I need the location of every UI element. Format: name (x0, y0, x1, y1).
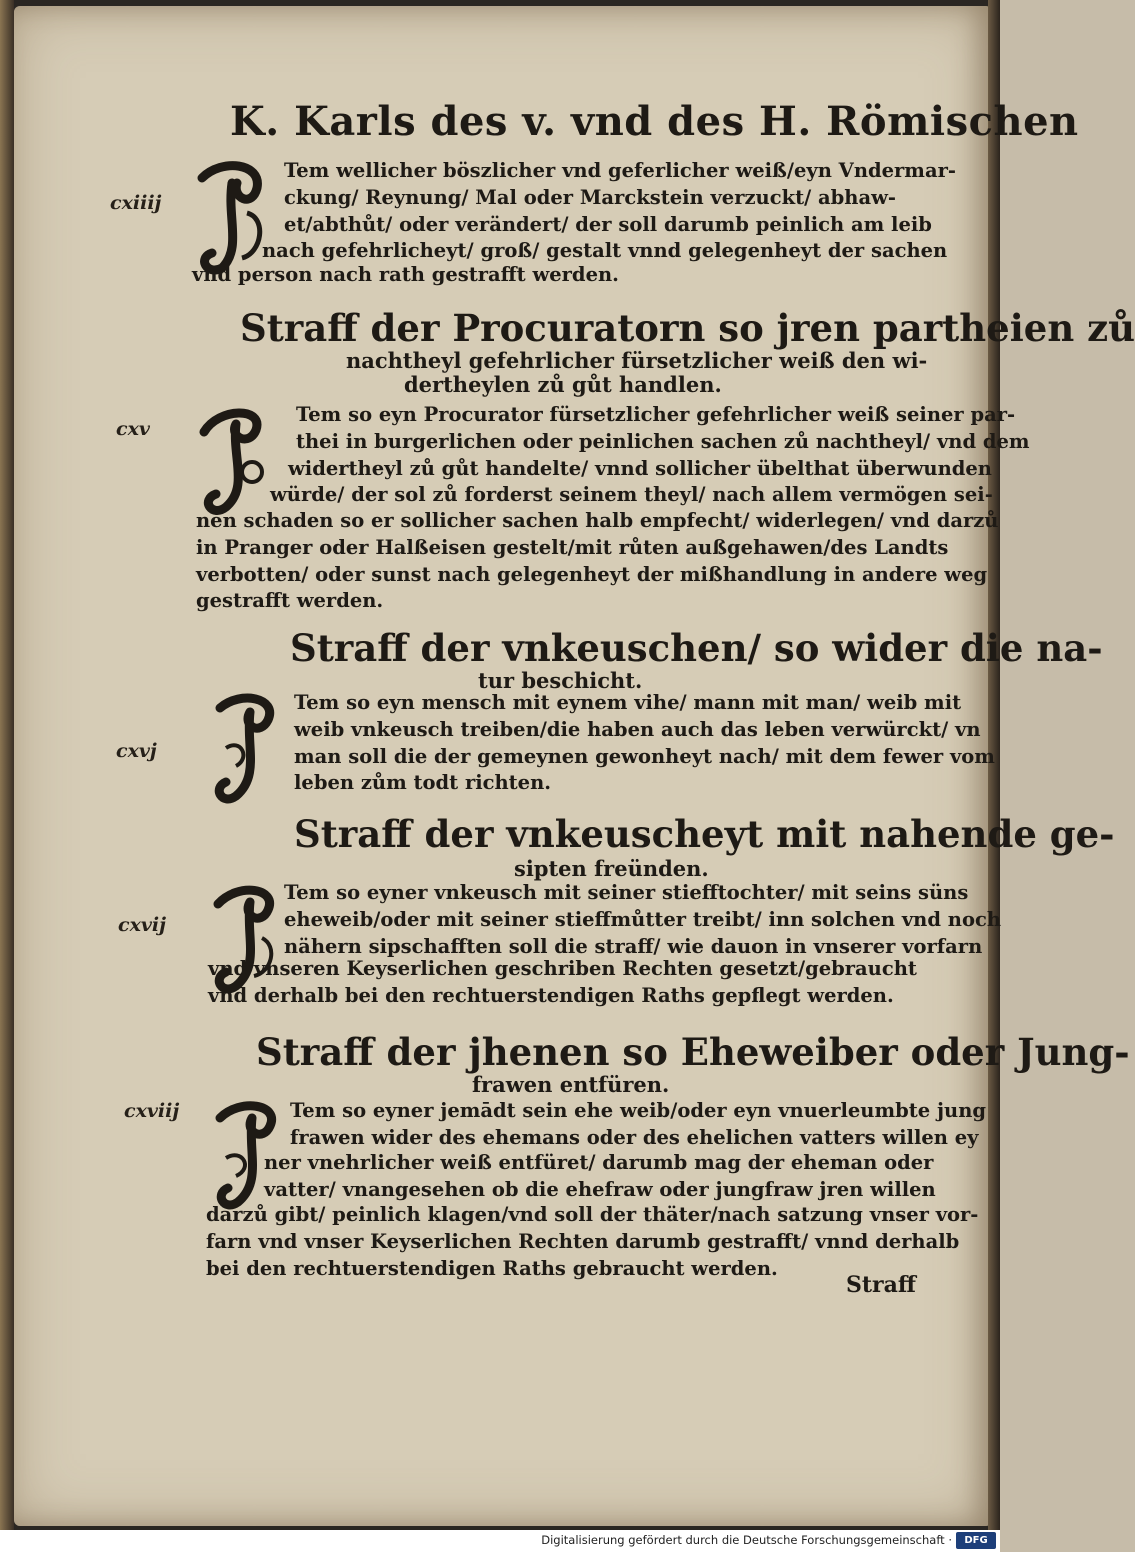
section-subtitle: frawen entfüren. (472, 1072, 670, 1097)
text-line: vnd derhalb bei den rechtuerstendigen Raths gepflegt werden. (208, 983, 894, 1007)
section-title: Straff der vnkeuscheyt mit nahende ge- (294, 812, 1115, 856)
text-line: Tem so eyn mensch mit eynem vihe/ mann mit man/ weib mit (294, 691, 962, 714)
section-title: Straff der jhenen so Eheweiber oder Jung- (256, 1030, 1130, 1074)
text-line: bei den rechtuerstendigen Raths gebraucht werden. (206, 1256, 778, 1280)
footer-bar (0, 1530, 1000, 1552)
text-line: ckung/ Reynung/ Mal oder Marckstein verzuckt/ abhaw- (284, 185, 897, 209)
section-title: Straff der Procuratorn so jren partheien zů (240, 306, 1135, 350)
text-line: nach gefehrlicheyt/ groß/ gestalt vnnd gelegenheyt der sachen (262, 239, 948, 262)
paragraph-block (296, 402, 1030, 456)
text-line: farn vnd vnser Keyserlichen Rechten darumb gestrafft/ vnnd derhalb (206, 1229, 960, 1253)
running-head: K. Karls des v. vnd des H. Römischen (230, 98, 1079, 145)
decorated-initial-icon (206, 688, 288, 806)
catchword: Straff (846, 1272, 916, 1298)
decorated-initial-icon (194, 402, 276, 520)
section-subtitle: nachtheyl gefehrlicher fürsetzlicher weiß den wi- (346, 348, 928, 373)
text-line: ner vnehrlicher weiß entfüret/ darumb mag der eheman oder (264, 1151, 934, 1174)
section-subtitle: sipten freünden. (514, 856, 709, 881)
text-line: Tem so eyner vnkeusch mit seiner stiefftochter/ mit seins süns (284, 881, 969, 904)
paragraph-block (270, 482, 993, 509)
text-line: verbotten/ oder sunst nach gelegenheyt der mißhandlung in andere weg (196, 562, 988, 586)
paragraph-block (196, 508, 999, 615)
text-line: eheweib/oder mit seiner stieffmůtter treibt/ inn solchen vnd noch (284, 907, 1002, 931)
paragraph-block (192, 262, 619, 289)
paragraph-block (206, 1202, 978, 1282)
margin-number: cxv (116, 418, 150, 440)
section-title: Straff der vnkeuschen/ so wider die na- (290, 626, 1103, 670)
section-subtitle: tur beschicht. (478, 668, 643, 693)
text-line: in Pranger oder Halßeisen gestelt/mit růten außgehawen/des Landts (196, 535, 949, 559)
text-line: darzů gibt/ peinlich klagen/vnd soll der thäter/nach satzung vnser vor- (206, 1203, 979, 1226)
text-line: weib vnkeusch treiben/die haben auch das leben verwürckt/ vn (294, 717, 981, 741)
text-line: vatter/ vnangesehen ob die ehefraw oder jungfraw jren willen (264, 1177, 936, 1201)
text-line: leben zům todt richten. (294, 771, 552, 795)
text-line: frawen wider des ehemans oder des ehelichen vatters willen ey (290, 1125, 979, 1149)
text-line: gestrafft werden. (196, 589, 384, 613)
text-line: widertheyl zů gůt handelte/ vnnd sollicher übelthat überwunden (288, 457, 992, 480)
text-line: würde/ der sol zů forderst seinem theyl/ nach allem vermögen sei- (270, 483, 993, 506)
text-line: thei in burgerlichen oder peinlichen sachen zů nachtheyl/ vnd dem (296, 429, 1030, 453)
paragraph-block (284, 158, 956, 238)
paragraph-block (264, 1150, 936, 1204)
margin-number: cxvj (116, 740, 157, 762)
paragraph-block (294, 690, 995, 797)
paragraph-block (284, 880, 1001, 960)
text-line: Tem wellicher böszlicher vnd geferlicher weiß/eyn Vndermar- (284, 159, 956, 182)
margin-number: cxvij (118, 914, 167, 936)
text-line: man soll die der gemeynen gewonheyt nach/ mit dem fewer vom (294, 744, 995, 768)
text-line: Tem so eyner jemādt sein ehe weib/oder eyn vnuerleumbte jung (290, 1099, 987, 1122)
section-subtitle: dertheylen zů gůt handlen. (404, 372, 722, 397)
text-line: nähern sipschafften soll die straff/ wie dauon in vnserer vorfarn (284, 934, 983, 958)
paragraph-block (262, 238, 947, 265)
text-line: nen schaden so er sollicher sachen halb empfecht/ widerlegen/ vnd darzů (196, 509, 999, 532)
text-line: vnd person nach rath gestrafft werden. (192, 263, 619, 286)
paragraph-block (288, 456, 992, 483)
margin-number: cxviij (124, 1100, 180, 1122)
text-line: vnd vnseren Keyserlichen geschriben Rechten gesetzt/gebraucht (208, 957, 917, 980)
paragraph-block (290, 1098, 986, 1152)
margin-number: cxiiij (110, 192, 162, 214)
text-line: et/abthůt/ oder verändert/ der soll darumb peinlich am leib (284, 212, 932, 236)
dfg-logo-icon[interactable]: DFG (956, 1532, 996, 1549)
footer-credit[interactable]: Digitalisierung gefördert durch die Deutsche Forschungsgemeinschaft · (541, 1533, 952, 1547)
paragraph-block (208, 956, 917, 1010)
text-line: Tem so eyn Procurator fürsetzlicher gefehrlicher weiß seiner par- (296, 403, 1016, 426)
